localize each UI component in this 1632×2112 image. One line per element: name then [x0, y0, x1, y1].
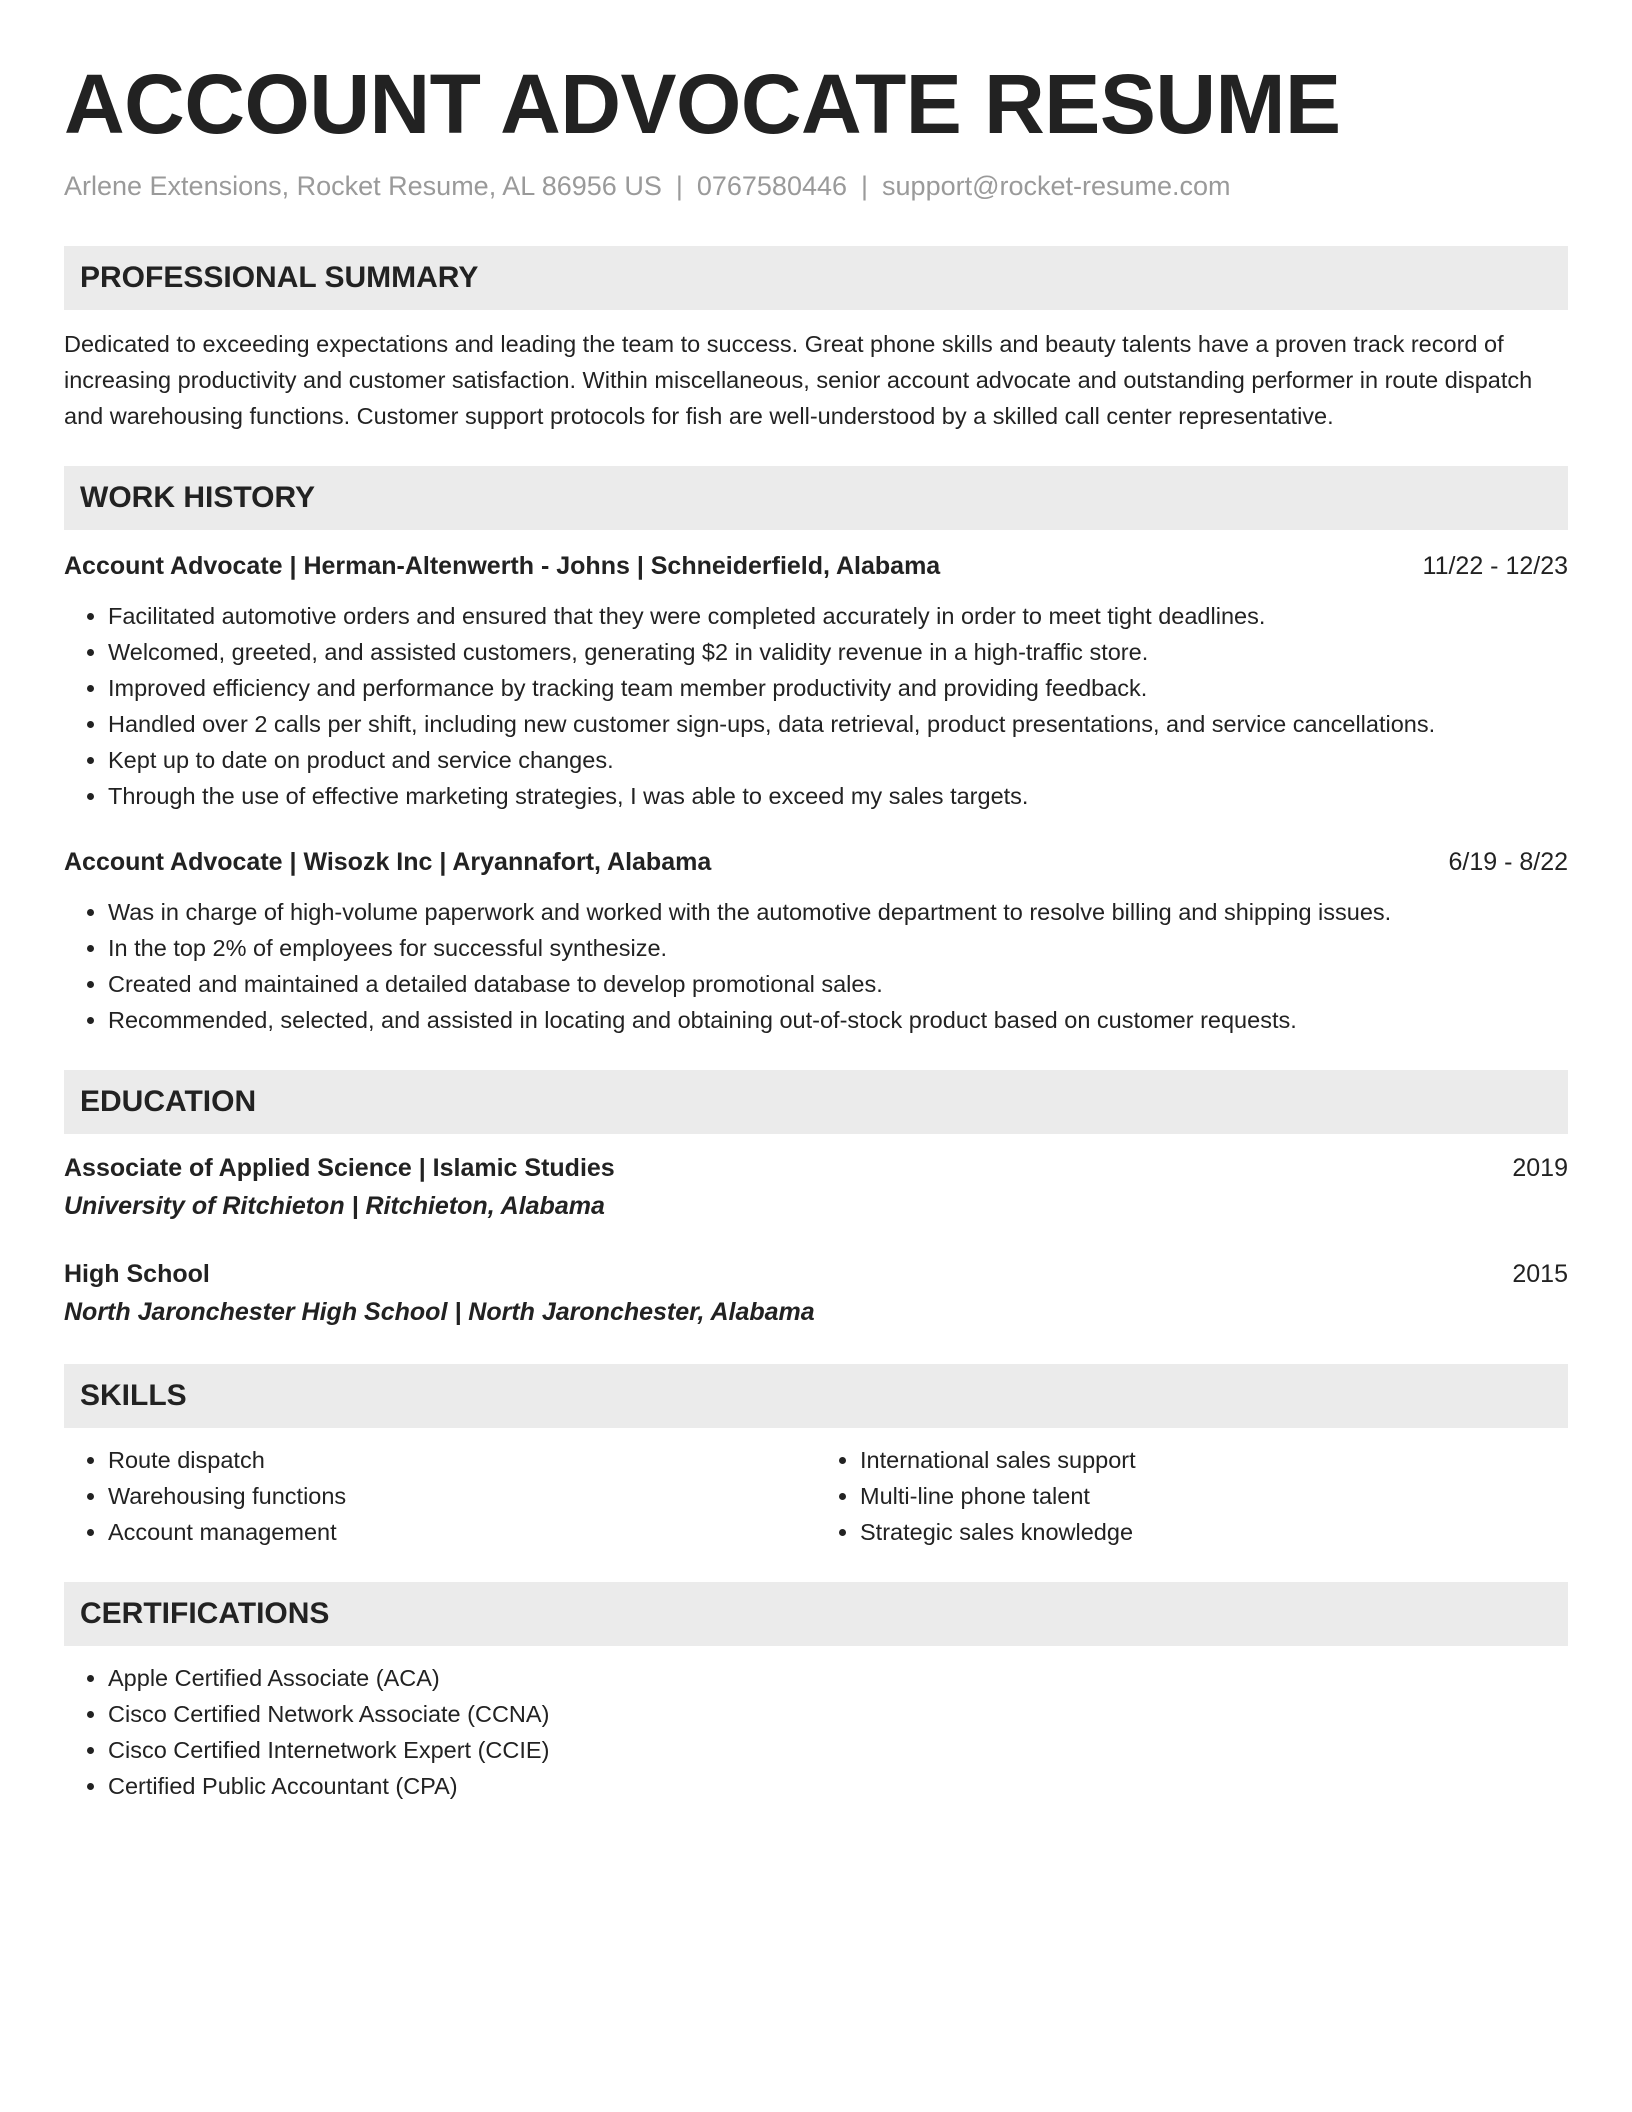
section-header-work-history: WORK HISTORY	[64, 466, 1568, 530]
certification-item: • Cisco Certified Internetwork Expert (CCIE)	[108, 1732, 1568, 1768]
education-entry	[64, 1256, 1568, 1332]
education-header	[64, 1256, 1568, 1292]
education-entry	[64, 1150, 1568, 1226]
job-bullets	[64, 894, 1568, 1038]
skill-item: • Multi-line phone talent	[860, 1478, 1568, 1514]
job-header	[64, 548, 1568, 584]
education-header	[64, 1150, 1568, 1186]
skills-list	[64, 1442, 1568, 1550]
job-bullet: • Recommended, selected, and assisted in locating and obtaining out-of-stock product based on customer requests.	[108, 1002, 1568, 1038]
contact-email[interactable]: support@rocket-resume.com	[882, 171, 1231, 201]
job-bullet: • Welcomed, greeted, and assisted customers, generating $2 in validity revenue in a high-traffic store.	[108, 634, 1568, 670]
job-bullet: • Created and maintained a detailed database to develop promotional sales.	[108, 966, 1568, 1002]
contact-phone: 0767580446	[696, 171, 848, 201]
education-year: 2015	[1512, 1260, 1568, 1288]
skill-item: • Account management	[108, 1514, 816, 1550]
skill-item: • International sales support	[860, 1442, 1568, 1478]
skill-item: • Warehousing functions	[108, 1478, 816, 1514]
job-title-line: Account Advocate | Wisozk Inc | Aryannafort, Alabama	[64, 848, 712, 876]
job-bullet: • Was in charge of high-volume paperwork and worked with the automotive department to resolve billing and shipping issues.	[108, 894, 1568, 930]
skill-item: • Route dispatch	[108, 1442, 816, 1478]
contact-address: Arlene Extensions, Rocket Resume, AL 86956 US	[64, 171, 662, 201]
job-bullet: • Improved efficiency and performance by tracking team member productivity and providing feedback.	[108, 670, 1568, 706]
job-bullet: • Through the use of effective marketing strategies, I was able to exceed my sales targets.	[108, 778, 1568, 814]
certification-item: • Cisco Certified Network Associate (CCNA)	[108, 1696, 1568, 1732]
section-header-skills: SKILLS	[64, 1364, 1568, 1428]
job-bullet: • In the top 2% of employees for successful synthesize.	[108, 930, 1568, 966]
summary-text: Dedicated to exceeding expectations and leading the team to success. Great phone skills and beauty talents have a proven track record of increasing productivity and customer satisfaction. Within miscellaneous, senior account advocate and outstanding performer in route dispatch and warehousing functions. Customer support protocols for fish are well-understood by a skilled call center representative.	[64, 331, 1533, 429]
education-year: 2019	[1512, 1154, 1568, 1182]
job-entry	[64, 548, 1568, 814]
certification-item: • Apple Certified Associate (ACA)	[108, 1660, 1568, 1696]
section-header-summary: PROFESSIONAL SUMMARY	[64, 246, 1568, 310]
job-bullets	[64, 598, 1568, 814]
contact-line	[64, 166, 1568, 206]
job-bullet: • Handled over 2 calls per shift, including new customer sign-ups, data retrieval, product presentations, and service cancellations.	[108, 706, 1568, 742]
job-bullet: • Facilitated automotive orders and ensured that they were completed accurately in order to meet tight deadlines.	[108, 598, 1568, 634]
education-degree: High School	[64, 1260, 210, 1288]
certifications-list	[64, 1660, 1568, 1804]
skills-column-left	[64, 1442, 816, 1550]
contact-separator: |	[861, 171, 869, 201]
section-header-education: EDUCATION	[64, 1070, 1568, 1134]
job-dates: 6/19 - 8/22	[1448, 848, 1568, 876]
certification-item: • Certified Public Accountant (CPA)	[108, 1768, 1568, 1804]
education-degree: Associate of Applied Science | Islamic Studies	[64, 1154, 615, 1182]
job-entry	[64, 844, 1568, 1038]
skill-item: • Strategic sales knowledge	[860, 1514, 1568, 1550]
job-dates: 11/22 - 12/23	[1422, 552, 1568, 580]
job-bullet: • Kept up to date on product and service changes.	[108, 742, 1568, 778]
resume-title: ACCOUNT ADVOCATE RESUME	[64, 57, 1341, 151]
skills-column-right	[816, 1442, 1568, 1550]
contact-separator: |	[675, 171, 683, 201]
job-header	[64, 844, 1568, 880]
education-school: University of Ritchieton | Ritchieton, Alabama	[64, 1192, 605, 1220]
section-header-certifications: CERTIFICATIONS	[64, 1582, 1568, 1646]
education-school: North Jaronchester High School | North Jaronchester, Alabama	[64, 1298, 815, 1326]
job-title-line: Account Advocate | Herman-Altenwerth - Johns | Schneiderfield, Alabama	[64, 552, 941, 580]
